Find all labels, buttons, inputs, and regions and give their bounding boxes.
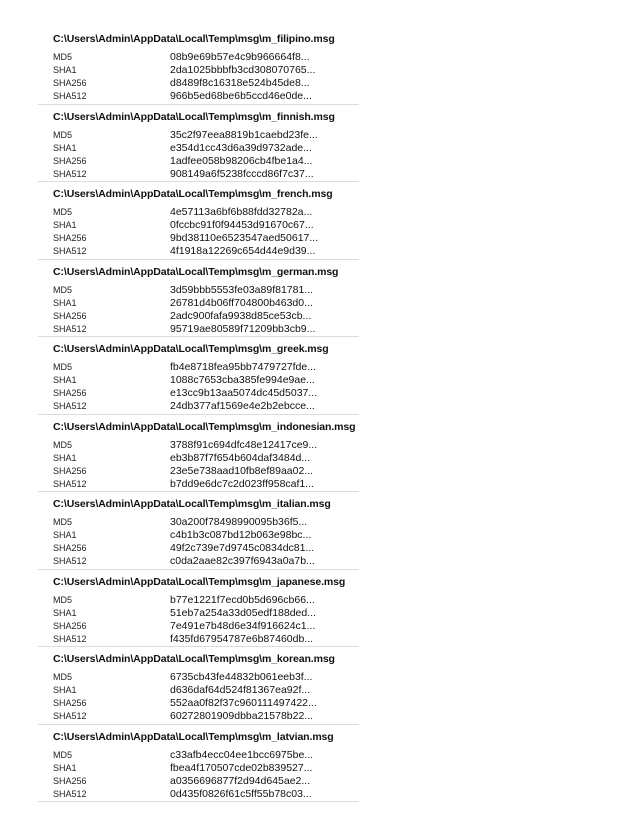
hash-value: f435fd67954787e6b87460db... bbox=[170, 632, 314, 645]
hash-algorithm-label: SHA1 bbox=[53, 375, 77, 385]
hash-algorithm-label: SHA1 bbox=[53, 530, 77, 540]
file-hash-entry bbox=[38, 27, 359, 105]
hash-value: 30a200f78498990095b36f5... bbox=[170, 516, 308, 528]
hash-algorithm-label: SHA1 bbox=[53, 297, 77, 308]
hash-algorithm-label: SHA512 bbox=[53, 556, 87, 566]
hash-row bbox=[53, 232, 353, 245]
hash-row bbox=[53, 206, 353, 219]
hash-value: 552aa0f82f37c960111497422... bbox=[170, 697, 317, 709]
hash-row bbox=[53, 671, 353, 684]
hash-value: b77e1221f7ecd0b5d696cb66... bbox=[170, 593, 315, 606]
file-path: C:\Users\Admin\AppData\Local\Temp\msg\m_korean.msg bbox=[53, 653, 335, 665]
hash-table bbox=[53, 206, 353, 258]
hash-row bbox=[53, 555, 353, 568]
hash-value: 60272801909dbba21578b22... bbox=[170, 710, 314, 722]
file-hash-entry bbox=[38, 415, 359, 493]
hash-value: 3d59bbb5553fe03a89f81781... bbox=[170, 283, 314, 296]
hash-row bbox=[53, 51, 353, 64]
hash-algorithm-label: SHA1 bbox=[53, 607, 77, 618]
hash-algorithm-label: MD5 bbox=[53, 594, 73, 605]
hash-value: a0356696877f2d94d645ae2... bbox=[170, 774, 311, 787]
hash-algorithm-label: MD5 bbox=[53, 672, 73, 682]
hash-algorithm-label: MD5 bbox=[53, 284, 73, 295]
hash-row bbox=[53, 620, 353, 633]
hash-row bbox=[53, 400, 353, 413]
hash-value: 908149a6f5238fcccd86f7c37... bbox=[170, 167, 314, 180]
file-hash-entry bbox=[38, 337, 359, 415]
hash-row bbox=[53, 168, 353, 181]
hash-row bbox=[53, 219, 353, 232]
hash-algorithm-label: SHA256 bbox=[53, 388, 87, 398]
hash-algorithm-label: SHA1 bbox=[53, 220, 77, 230]
file-path: C:\Users\Admin\AppData\Local\Temp\msg\m_japanese.msg bbox=[53, 575, 346, 588]
hash-table bbox=[53, 516, 353, 568]
hash-value: 23e5e738aad10fb8ef89aa02... bbox=[170, 464, 314, 477]
hash-table bbox=[53, 361, 353, 413]
hash-value: 51eb7a254a33d05edf188ded... bbox=[170, 606, 316, 619]
hash-algorithm-label: SHA256 bbox=[53, 465, 87, 476]
hash-row bbox=[53, 594, 353, 607]
hash-algorithm-label: SHA256 bbox=[53, 620, 87, 631]
hash-value: c0da2aae82c397f6943a0a7b... bbox=[170, 555, 315, 567]
hash-algorithm-label: SHA256 bbox=[53, 155, 87, 166]
hash-row bbox=[53, 297, 353, 310]
hash-value: c33afb4ecc04ee1bcc6975be... bbox=[170, 748, 314, 761]
hash-value: c4b1b3c087bd12b063e98bc... bbox=[170, 529, 312, 541]
hash-value: d8489f8c16318e524b45de8... bbox=[170, 77, 310, 89]
hash-row bbox=[53, 142, 353, 155]
hash-row bbox=[53, 155, 353, 168]
hash-row bbox=[53, 284, 353, 297]
hash-algorithm-label: SHA256 bbox=[53, 543, 87, 553]
hash-algorithm-label: SHA512 bbox=[53, 478, 87, 489]
hash-value: 2adc900fafa9938d85ce53cb... bbox=[170, 309, 312, 322]
hash-algorithm-label: SHA256 bbox=[53, 775, 87, 786]
hash-algorithm-label: SHA1 bbox=[53, 452, 77, 463]
hash-algorithm-label: SHA512 bbox=[53, 401, 87, 411]
hash-row bbox=[53, 710, 353, 723]
hash-row bbox=[53, 77, 353, 90]
hash-table bbox=[53, 284, 353, 336]
file-hash-entry bbox=[38, 725, 359, 803]
hash-list bbox=[38, 27, 359, 802]
file-hash-entry bbox=[38, 647, 359, 725]
hash-algorithm-label: SHA512 bbox=[53, 323, 87, 334]
hash-value: 0fccbc91f0f94453d91670c67... bbox=[170, 219, 314, 231]
hash-row bbox=[53, 452, 353, 465]
file-path: C:\Users\Admin\AppData\Local\Temp\msg\m_german.msg bbox=[53, 265, 339, 278]
hash-value: 2da1025bbbfb3cd308070765... bbox=[170, 64, 316, 76]
hash-list-viewport[interactable] bbox=[38, 33, 359, 800]
hash-algorithm-label: SHA1 bbox=[53, 65, 77, 75]
hash-algorithm-label: SHA256 bbox=[53, 233, 87, 243]
hash-value: d636daf64d524f81367ea92f... bbox=[170, 684, 311, 696]
hash-row bbox=[53, 387, 353, 400]
hash-value: 9bd38110e6523547aed50617... bbox=[170, 232, 319, 244]
file-path: C:\Users\Admin\AppData\Local\Temp\msg\m_indonesian.msg bbox=[53, 420, 356, 433]
hash-value: 1adfee058b98206cb4fbe1a4... bbox=[170, 154, 313, 167]
hash-row bbox=[53, 775, 353, 788]
hash-row bbox=[53, 697, 353, 710]
hash-algorithm-label: SHA256 bbox=[53, 310, 87, 321]
hash-row bbox=[53, 64, 353, 77]
file-path: C:\Users\Admin\AppData\Local\Temp\msg\m_filipino.msg bbox=[53, 33, 335, 45]
hash-row bbox=[53, 465, 353, 478]
hash-value: 4f1918a12269c654d44e9d39... bbox=[170, 245, 316, 257]
hash-table bbox=[53, 594, 353, 646]
hash-row bbox=[53, 361, 353, 374]
hash-value: 6735cb43fe44832b061eeb3f... bbox=[170, 671, 313, 683]
hash-value: 49f2c739e7d9745c0834dc81... bbox=[170, 542, 315, 554]
hash-row bbox=[53, 439, 353, 452]
hash-value: 7e491e7b48d6e34f916624c1... bbox=[170, 619, 316, 632]
hash-algorithm-label: SHA1 bbox=[53, 685, 77, 695]
hash-row bbox=[53, 529, 353, 542]
file-path: C:\Users\Admin\AppData\Local\Temp\msg\m_latvian.msg bbox=[53, 730, 334, 743]
hash-value: b7dd9e6dc7c2d023ff958caf1... bbox=[170, 477, 315, 490]
hash-value: e354d1cc43d6a39d9732ade... bbox=[170, 141, 312, 154]
hash-algorithm-label: SHA512 bbox=[53, 168, 87, 179]
hash-table bbox=[53, 749, 353, 801]
hash-row bbox=[53, 542, 353, 555]
hash-algorithm-label: SHA512 bbox=[53, 788, 87, 799]
file-hash-entry bbox=[38, 105, 359, 183]
hash-row bbox=[53, 129, 353, 142]
file-hash-entry bbox=[38, 570, 359, 648]
hash-algorithm-label: MD5 bbox=[53, 52, 73, 62]
hash-row bbox=[53, 749, 353, 762]
hash-table bbox=[53, 671, 353, 723]
hash-row bbox=[53, 90, 353, 103]
hash-algorithm-label: SHA512 bbox=[53, 246, 87, 256]
hash-row bbox=[53, 323, 353, 336]
hash-row bbox=[53, 607, 353, 620]
hash-value: 0d435f0826f61c5ff55b78c03... bbox=[170, 787, 312, 800]
hash-algorithm-label: SHA1 bbox=[53, 142, 77, 153]
hash-value: 1088c7653cba385fe994e9ae... bbox=[170, 374, 315, 386]
hash-value: 35c2f97eea8819b1caebd23fe... bbox=[170, 128, 318, 141]
file-hash-entry bbox=[38, 492, 359, 570]
hash-algorithm-label: MD5 bbox=[53, 439, 73, 450]
hash-value: fb4e8718fea95bb7479727fde... bbox=[170, 361, 316, 373]
hash-algorithm-label: MD5 bbox=[53, 207, 73, 217]
hash-value: 4e57113a6bf6b88fdd32782a... bbox=[170, 206, 313, 218]
file-hash-entry bbox=[38, 182, 359, 260]
hash-row bbox=[53, 374, 353, 387]
hash-algorithm-label: MD5 bbox=[53, 749, 73, 760]
hash-algorithm-label: SHA512 bbox=[53, 711, 87, 721]
hash-row bbox=[53, 245, 353, 258]
hash-row bbox=[53, 633, 353, 646]
hash-algorithm-label: SHA512 bbox=[53, 633, 87, 644]
hash-algorithm-label: SHA256 bbox=[53, 698, 87, 708]
hash-algorithm-label: SHA256 bbox=[53, 78, 87, 88]
hash-value: 08b9e69b57e4c9b966664f8... bbox=[170, 51, 310, 63]
hash-value: eb3b87f7f654b604daf3484d... bbox=[170, 451, 311, 464]
hash-value: fbea4f170507cde02b839527... bbox=[170, 761, 313, 774]
file-path: C:\Users\Admin\AppData\Local\Temp\msg\m_greek.msg bbox=[53, 343, 329, 355]
hash-value: 3788f91c694dfc48e12417ce9... bbox=[170, 438, 318, 451]
hash-algorithm-label: SHA1 bbox=[53, 762, 77, 773]
hash-algorithm-label: MD5 bbox=[53, 129, 73, 140]
hash-value: 26781d4b06ff704800b463d0... bbox=[170, 296, 313, 309]
hash-value: 966b5ed68be6b5ccd46e0de... bbox=[170, 90, 312, 102]
hash-row bbox=[53, 788, 353, 801]
hash-row bbox=[53, 684, 353, 697]
hash-table bbox=[53, 51, 353, 103]
hash-row bbox=[53, 516, 353, 529]
hash-algorithm-label: SHA512 bbox=[53, 91, 87, 101]
hash-value: e13cc9b13aa5074dc45d5037... bbox=[170, 387, 318, 399]
hash-table bbox=[53, 439, 353, 491]
file-path: C:\Users\Admin\AppData\Local\Temp\msg\m_french.msg bbox=[53, 188, 333, 200]
hash-row bbox=[53, 478, 353, 491]
hash-table bbox=[53, 129, 353, 181]
hash-algorithm-label: MD5 bbox=[53, 362, 73, 372]
hash-row bbox=[53, 762, 353, 775]
hash-algorithm-label: MD5 bbox=[53, 517, 73, 527]
hash-row bbox=[53, 310, 353, 323]
file-path: C:\Users\Admin\AppData\Local\Temp\msg\m_italian.msg bbox=[53, 498, 331, 510]
file-hash-entry bbox=[38, 260, 359, 338]
hash-value: 95719ae80589f71209bb3cb9... bbox=[170, 322, 316, 335]
file-path: C:\Users\Admin\AppData\Local\Temp\msg\m_finnish.msg bbox=[53, 110, 335, 123]
hash-value: 24db377af1569e4e2b2ebcce... bbox=[170, 400, 315, 412]
